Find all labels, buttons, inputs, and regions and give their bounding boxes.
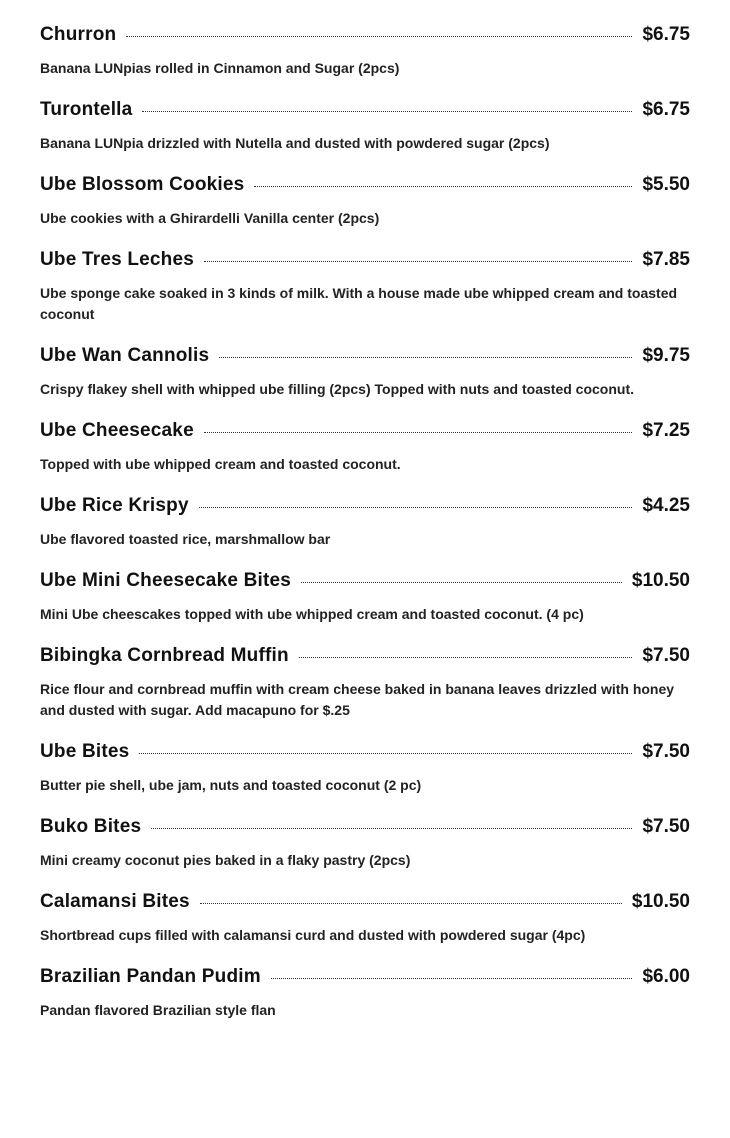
menu-item-header (40, 97, 690, 123)
menu-item-price: $7.50 (642, 741, 690, 762)
dotted-leader (151, 828, 632, 829)
dotted-leader (254, 186, 632, 187)
menu-item-price: $7.25 (642, 420, 690, 441)
menu-item-header (40, 493, 690, 519)
menu-item-name: Ube Wan Cannolis (40, 345, 210, 366)
menu-item-turontella (40, 97, 690, 154)
dotted-leader (200, 903, 622, 904)
dotted-leader (299, 657, 633, 658)
menu-item-header (40, 739, 690, 765)
menu-item-description: Mini Ube cheescakes topped with ube whipped cream and toasted coconut. (4 pc) (40, 606, 584, 622)
menu-item-name: Ube Blossom Cookies (40, 174, 245, 195)
menu-item-ube-tres-leches (40, 247, 690, 325)
menu-item-name: Ube Rice Krispy (40, 495, 189, 516)
menu-item-description: Rice flour and cornbread muffin with cream cheese baked in banana leaves drizzled with honey and dusted with sugar. Add macapuno for $.25 (40, 681, 675, 718)
menu-item-price: $7.50 (642, 645, 690, 666)
menu-item-name: Calamansi Bites (40, 891, 190, 912)
dotted-leader (199, 507, 633, 508)
menu-item-header (40, 568, 690, 594)
menu-item-name: Ube Tres Leches (40, 249, 195, 270)
menu-item-description: Ube flavored toasted rice, marshmallow bar (40, 531, 331, 547)
menu-item-name: Bibingka Cornbread Muffin (40, 645, 289, 666)
dotted-leader (142, 111, 632, 112)
menu-item-header (40, 643, 690, 669)
dotted-leader (219, 357, 632, 358)
menu-item-price: $5.50 (642, 174, 690, 195)
menu-item-header (40, 814, 690, 840)
menu-item-description: Ube cookies with a Ghirardelli Vanilla center (2pcs) (40, 210, 380, 226)
menu-item-churron (40, 22, 690, 79)
menu-item-description: Pandan flavored Brazilian style flan (40, 1002, 276, 1018)
menu-item-header (40, 889, 690, 915)
menu-item-name: Ube Cheesecake (40, 420, 194, 441)
dotted-leader (204, 432, 633, 433)
dotted-leader (139, 753, 632, 754)
dotted-leader (301, 582, 622, 583)
menu-item-buko-bites (40, 814, 690, 871)
menu-item-header (40, 418, 690, 444)
menu-item-header (40, 247, 690, 273)
menu-item-price: $6.00 (642, 966, 690, 987)
menu-item-name: Churron (40, 24, 117, 45)
menu-item-name: Ube Bites (40, 741, 130, 762)
dotted-leader (271, 978, 633, 979)
menu-item-price: $6.75 (642, 24, 690, 45)
menu-item-price: $6.75 (642, 99, 690, 120)
menu-item-brazilian-pandan-pudim (40, 964, 690, 1021)
menu-item-description: Banana LUNpia drizzled with Nutella and dusted with powdered sugar (2pcs) (40, 135, 550, 151)
dotted-leader (126, 36, 632, 37)
menu-item-calamansi-bites (40, 889, 690, 946)
menu-item-header (40, 964, 690, 990)
menu-item-description: Topped with ube whipped cream and toasted coconut. (40, 456, 401, 472)
menu-item-name: Turontella (40, 99, 133, 120)
menu-item-price: $7.50 (642, 816, 690, 837)
dotted-leader (204, 261, 632, 262)
menu-item-description: Mini creamy coconut pies baked in a flaky pastry (2pcs) (40, 852, 411, 868)
menu-item-bibingka-cornbread-muffin (40, 643, 690, 721)
menu-item-description: Butter pie shell, ube jam, nuts and toasted coconut (2 pc) (40, 777, 422, 793)
menu-item-price: $10.50 (631, 570, 690, 591)
menu-item-ube-wan-cannolis (40, 343, 690, 400)
menu-item-description: Shortbread cups filled with calamansi curd and dusted with powdered sugar (4pc) (40, 927, 586, 943)
menu-item-price: $7.85 (642, 249, 690, 270)
menu-item-header (40, 343, 690, 369)
menu-item-header (40, 172, 690, 198)
menu-item-description: Ube sponge cake soaked in 3 kinds of milk. With a house made ube whipped cream and toasted coconut (40, 285, 678, 322)
menu-item-name: Ube Mini Cheesecake Bites (40, 570, 292, 591)
menu-item-ube-rice-krispy (40, 493, 690, 550)
menu-item-ube-cheesecake (40, 418, 690, 475)
menu-item-header (40, 22, 690, 48)
menu-item-price: $4.25 (642, 495, 690, 516)
menu-item-name: Buko Bites (40, 816, 142, 837)
menu-item-description: Crispy flakey shell with whipped ube filling (2pcs) Topped with nuts and toasted coconut. (40, 381, 635, 397)
menu-item-description: Banana LUNpias rolled in Cinnamon and Sugar (2pcs) (40, 60, 400, 76)
menu-item-ube-blossom-cookies (40, 172, 690, 229)
menu-item-ube-mini-cheesecake-bites (40, 568, 690, 625)
menu-item-price: $9.75 (642, 345, 690, 366)
menu-item-name: Brazilian Pandan Pudim (40, 966, 261, 987)
menu-item-price: $10.50 (631, 891, 690, 912)
menu-item-ube-bites (40, 739, 690, 796)
